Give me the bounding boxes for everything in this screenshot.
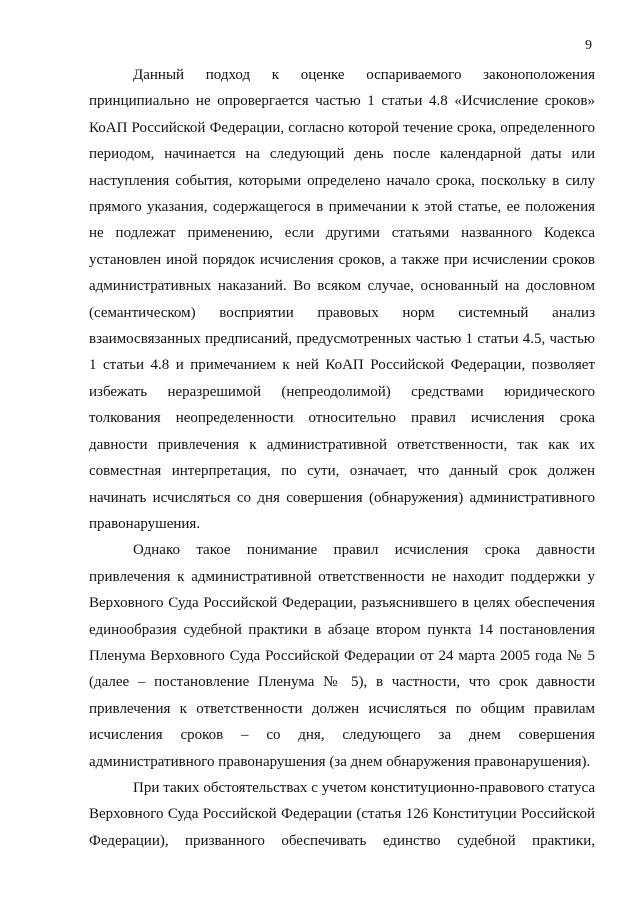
paragraph: При таких обстоятельствах с учетом конституционно-правового статуса Верховного Суда Российской Федерации (статья 126 Конституции Российской Федерации), призванного обеспечивать единство судебной практики,: [89, 779, 595, 849]
paragraph: Данный подход к оценке оспариваемого законоположения принципиально не опровергается частью 1 статьи 4.8 «Исчисление сроков» КоАП Российской Федерации, согласно которой течение срока, определенного периодом, начинается на следующий день после календарной даты или наступления события, которыми определено начало срока, поскольку в силу прямого указания, содержащегося в примечании к этой статье, ее положения не подлежат применению, если другими статьями названного Кодекса установлен иной порядок исчисления сроков, а также при исчислении сроков административных наказаний. Во всяком случае, основанный на дословном (семантическом) восприятии правовых норм системный анализ взаимосвязанных предписаний, предусмотренных частью 1 статьи 4.5, частью 1 статьи 4.8 и примечанием к ней КоАП Российской Федерации, позволяет избежать неразрешимой (непреодолимой) средствами юридического толкования неопределенности относительно правил исчисления срока давности привлечения к административной ответственности, так как их совместная интерпретация, по сути, означает, что данный срок должен начинать исчисляться со дня совершения (обнаружения) административного правонарушения.: [89, 67, 595, 532]
paragraph: Однако такое понимание правил исчисления срока давности привлечения к административной ответственности не находит поддержки у Верховного Суда Российской Федерации, разъяснившего в целях обеспечения единообразия судебной практики в абзаце втором пункта 14 постановления Пленума Верховного Суда Российской Федерации от 24 марта 2005 года № 5 (далее – постановление Пленума № 5), в частности, что срок давности привлечения к ответственности должен исчисляться по общим правилам исчисления сроков – со дня, следующего за днем совершения административного правонарушения (за днем обнаружения правонарушения).: [89, 542, 595, 770]
document-body: [89, 62, 595, 854]
page-number: 9: [585, 38, 592, 53]
